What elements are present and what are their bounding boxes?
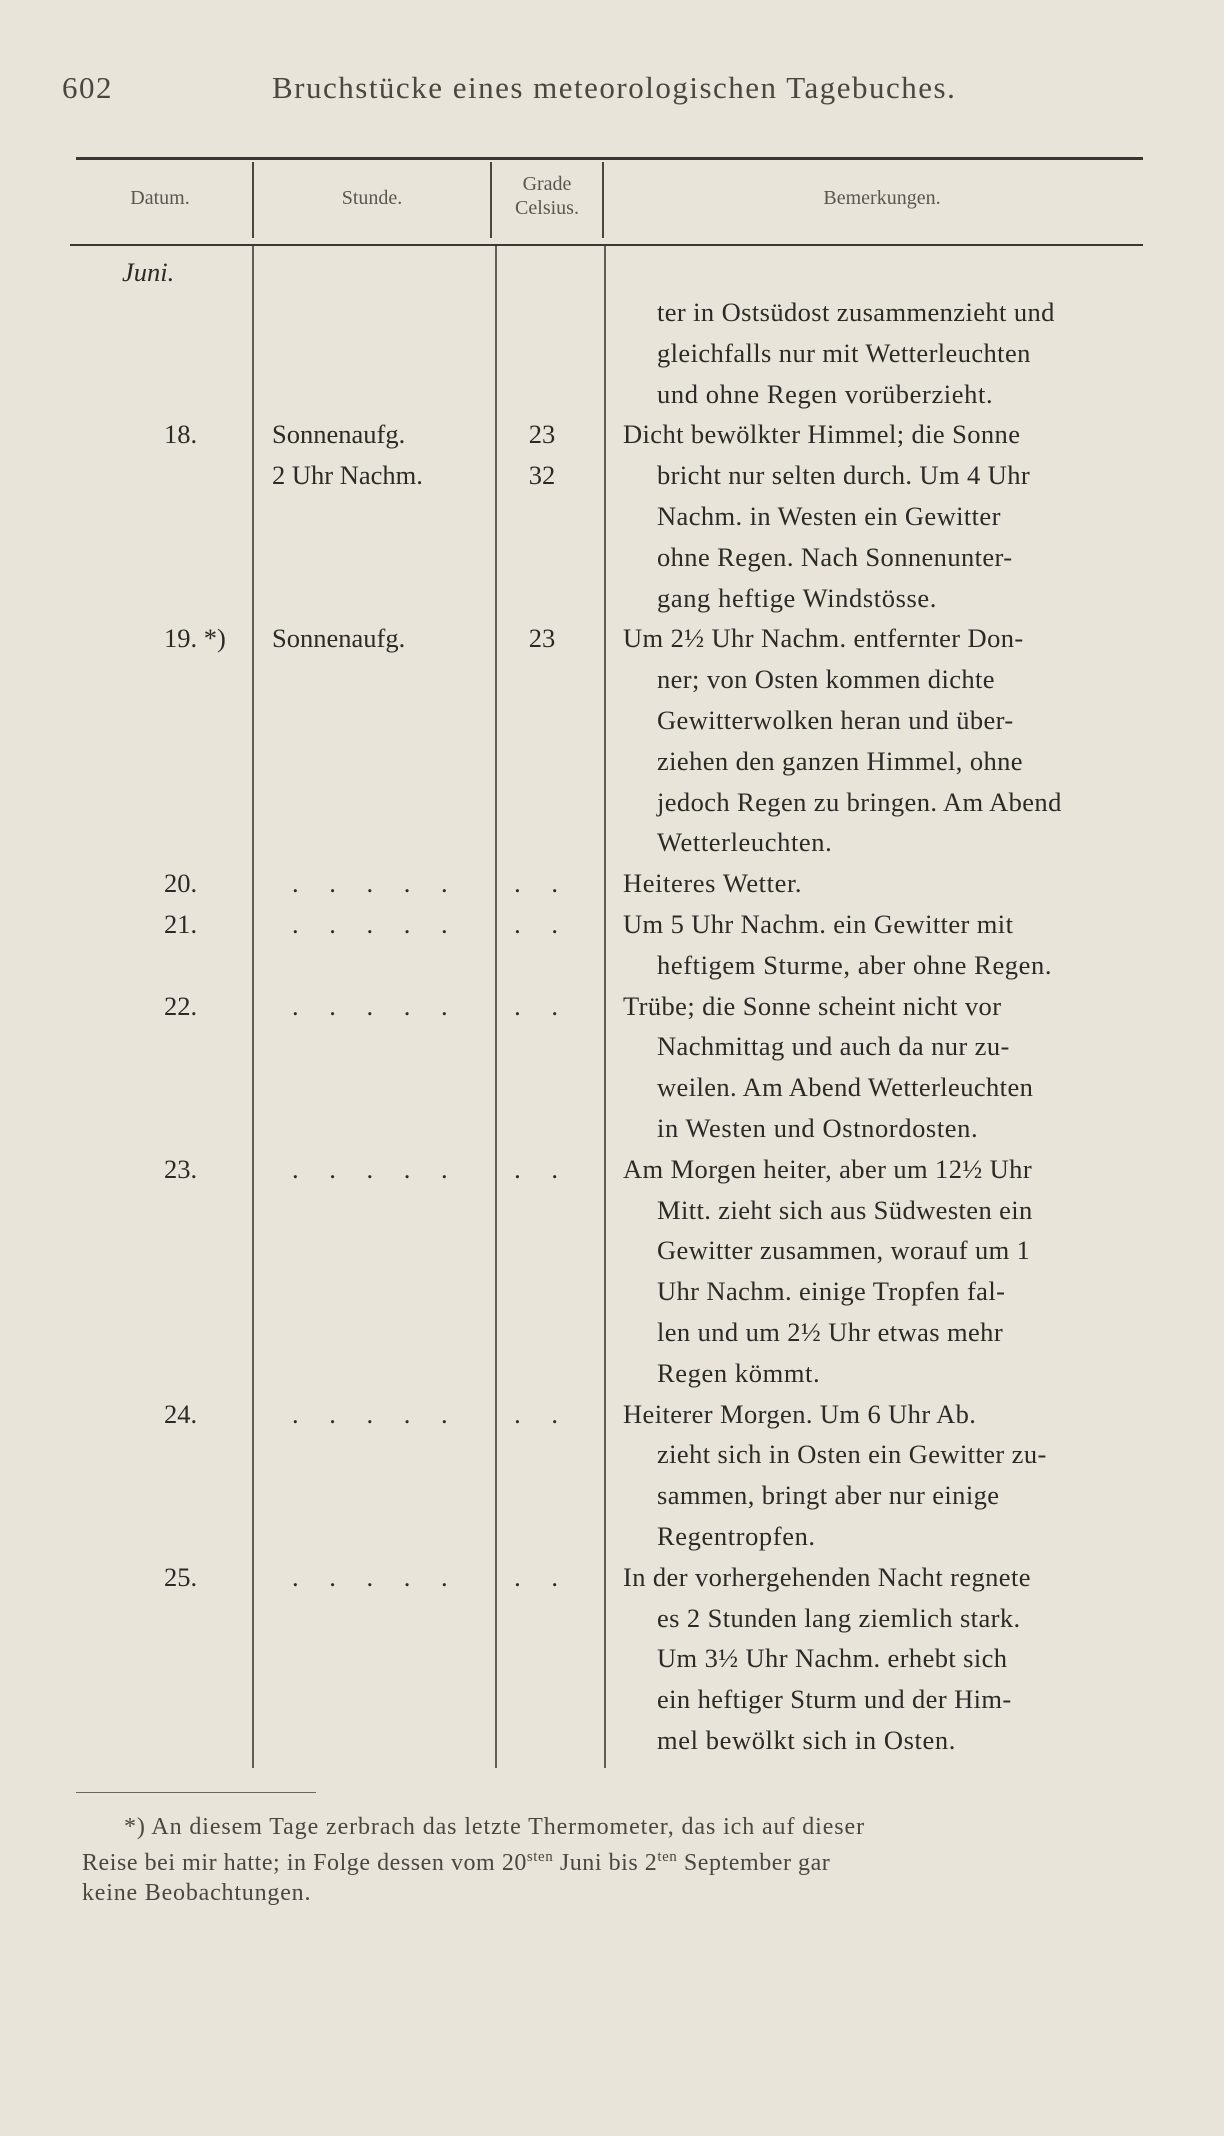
degrees-cell: . .	[514, 990, 570, 1021]
footnote-superscript: sten	[526, 1849, 554, 1865]
notes-text: Dicht bewölkter Himmel; die Sonne	[623, 419, 1021, 450]
date-cell: 23.	[164, 1153, 198, 1184]
month-label: Juni.	[122, 257, 175, 287]
notes-text: gleichfalls nur mit Wetterleuchten	[657, 337, 1031, 368]
hour-cell: Sonnenaufg.	[272, 623, 406, 654]
header-degrees	[492, 172, 602, 220]
notes-text: Regen kömmt.	[657, 1357, 821, 1388]
notes-line	[623, 455, 1153, 496]
notes-line	[623, 1271, 1153, 1312]
notes-line	[623, 700, 1153, 741]
footnote-rule	[76, 1792, 316, 1793]
notes-text: mel bewölkt sich in Osten.	[657, 1724, 956, 1755]
notes-column	[623, 292, 1153, 1761]
notes-line	[623, 374, 1153, 415]
notes-text: ziehen den ganzen Himmel, ohne	[657, 745, 1023, 776]
notes-line	[623, 578, 1153, 619]
notes-line	[623, 863, 1153, 904]
notes-text: ohne Regen. Nach Sonnenunter-	[657, 541, 1013, 572]
hour-cell: . . . . .	[292, 990, 460, 1021]
column-divider	[495, 246, 497, 1768]
notes-text: in Westen und Ostnordosten.	[657, 1112, 979, 1143]
notes-text: Wetterleuchten.	[657, 827, 833, 858]
notes-text: Um 3½ Uhr Nachm. erhebt sich	[657, 1643, 1008, 1674]
notes-line	[623, 945, 1153, 986]
hour-cell: . . . . .	[292, 868, 460, 899]
header-hour: Stunde.	[341, 187, 403, 209]
notes-text: Um 5 Uhr Nachm. ein Gewitter mit	[623, 908, 1014, 939]
column-divider	[604, 246, 606, 1768]
notes-text: Gewitterwolken heran und über-	[657, 704, 1014, 735]
degrees-cell: . .	[514, 1153, 570, 1184]
notes-text: und ohne Regen vorüberzieht.	[657, 378, 994, 409]
degrees-cell: . .	[514, 1398, 570, 1429]
notes-line	[623, 1108, 1153, 1149]
notes-text: sammen, bringt aber nur einige	[657, 1480, 1000, 1511]
notes-text: ter in Ostsüdost zusammenzieht und	[657, 297, 1055, 327]
date-cell: 19. *)	[164, 623, 226, 654]
notes-line	[623, 1434, 1153, 1475]
degrees-cell: . .	[514, 1561, 570, 1592]
notes-line	[623, 741, 1153, 782]
notes-text: Heiteres Wetter.	[623, 868, 803, 899]
notes-text: ein heftiger Sturm und der Him-	[657, 1684, 1012, 1715]
hour-cell: . . . . .	[292, 1153, 460, 1184]
notes-text: Mitt. zieht sich aus Südwesten ein	[657, 1194, 1033, 1225]
notes-line	[623, 1475, 1153, 1516]
notes-line	[623, 1598, 1153, 1639]
notes-text: Nachmittag und auch da nur zu-	[657, 1031, 1010, 1062]
date-cell: 24.	[164, 1398, 198, 1429]
notes-line	[623, 1353, 1153, 1394]
notes-text: Regentropfen.	[657, 1520, 816, 1551]
hour-cell: . . . . .	[292, 909, 460, 939]
date-cell: 25.	[164, 1561, 198, 1592]
hour-cell: . . . . .	[292, 1398, 460, 1429]
notes-line	[623, 1190, 1153, 1231]
date-cell: 18.	[164, 419, 198, 450]
footnote-fragment: September gar	[677, 1850, 831, 1876]
notes-line	[623, 1230, 1153, 1271]
header-degrees-line1: Grade	[522, 173, 572, 195]
notes-line	[623, 986, 1153, 1027]
hour-cell: 2 Uhr Nachm.	[272, 460, 423, 491]
column-divider	[252, 246, 254, 1768]
degrees-cell: 32	[528, 460, 556, 491]
notes-text: jedoch Regen zu bringen. Am Abend	[657, 786, 1062, 817]
notes-text: In der vorhergehenden Nacht regnete	[623, 1561, 1031, 1592]
notes-line	[623, 618, 1153, 659]
footnote-fragment: Juni bis 2	[553, 1850, 658, 1876]
running-title: Bruchstücke eines meteorologischen Tagebuches.	[272, 70, 957, 105]
notes-text: gang heftige Windstösse.	[657, 582, 938, 613]
footnote-fragment: Reise bei mir hatte; in Folge dessen vom 20	[82, 1850, 527, 1876]
notes-text: Uhr Nachm. einige Tropfen fal-	[657, 1276, 1006, 1307]
notes-line	[623, 333, 1153, 374]
notes-line	[623, 1026, 1153, 1067]
column-divider	[602, 162, 604, 238]
page-number: 602	[62, 70, 113, 105]
degrees-cell: 23	[528, 419, 556, 450]
hour-cell: Sonnenaufg.	[272, 419, 406, 450]
footnote-text: *) An diesem Tage zerbrach das letzte Thermometer, das ich auf dieser	[124, 1814, 865, 1840]
header-date: Datum.	[130, 187, 190, 209]
notes-text: Nachm. in Westen ein Gewitter	[657, 500, 1001, 531]
footnote-line	[82, 1842, 1152, 1878]
date-cell: 22.	[164, 990, 198, 1021]
notes-line	[623, 1149, 1153, 1190]
notes-line	[623, 292, 1153, 333]
degrees-cell: 23	[528, 623, 556, 654]
notes-line	[623, 822, 1153, 863]
hour-cell: . . . . .	[292, 1561, 460, 1592]
notes-line	[623, 1720, 1153, 1761]
footnote-line	[82, 1878, 1152, 1908]
notes-text: es 2 Stunden lang ziemlich stark.	[657, 1602, 1021, 1633]
notes-text: len und um 2½ Uhr etwas mehr	[657, 1316, 1004, 1347]
page-header	[62, 70, 1162, 120]
header-notes: Bemerkungen.	[823, 187, 941, 209]
date-cell: 21.	[164, 909, 198, 939]
notes-line	[623, 1638, 1153, 1679]
notes-text: Um 2½ Uhr Nachm. entfernter Don-	[623, 623, 1024, 654]
table-top-rule	[76, 157, 1143, 160]
notes-text: zieht sich in Osten ein Gewitter zu-	[657, 1439, 1047, 1470]
header-degrees-line2: Celsius.	[515, 197, 579, 219]
degrees-cell: . .	[514, 868, 570, 899]
notes-line	[623, 1679, 1153, 1720]
notes-line	[623, 1516, 1153, 1557]
notes-line	[623, 1394, 1153, 1435]
notes-text: Am Morgen heiter, aber um 12½ Uhr	[623, 1153, 1033, 1184]
notes-text: heftigem Sturme, aber ohne Regen.	[657, 949, 1053, 980]
notes-line	[623, 1067, 1153, 1108]
notes-line	[623, 537, 1153, 578]
notes-text: Trübe; die Sonne scheint nicht vor	[623, 990, 1002, 1021]
footnote	[82, 1812, 1152, 1908]
notes-text: ner; von Osten kommen dichte	[657, 664, 995, 695]
header-bottom-rule	[70, 244, 1143, 246]
notes-text: weilen. Am Abend Wetterleuchten	[657, 1072, 1034, 1103]
notes-line	[623, 659, 1153, 700]
footnote-line	[82, 1812, 1152, 1842]
footnote-text	[82, 1842, 830, 1878]
notes-text: bricht nur selten durch. Um 4 Uhr	[657, 460, 1031, 491]
notes-line	[623, 414, 1153, 455]
notes-line	[623, 496, 1153, 537]
notes-line	[623, 1312, 1153, 1353]
notes-line	[623, 782, 1153, 823]
notes-line	[623, 1557, 1153, 1598]
footnote-text: keine Beobachtungen.	[82, 1880, 312, 1906]
footnote-superscript: ten	[657, 1849, 678, 1865]
column-divider	[252, 162, 254, 238]
notes-text: Heiterer Morgen. Um 6 Uhr Ab.	[623, 1398, 977, 1429]
degrees-cell: . .	[514, 909, 570, 939]
notes-text: Gewitter zusammen, worauf um 1	[657, 1235, 1031, 1266]
date-cell: 20.	[164, 868, 198, 899]
notes-line	[623, 904, 1153, 945]
